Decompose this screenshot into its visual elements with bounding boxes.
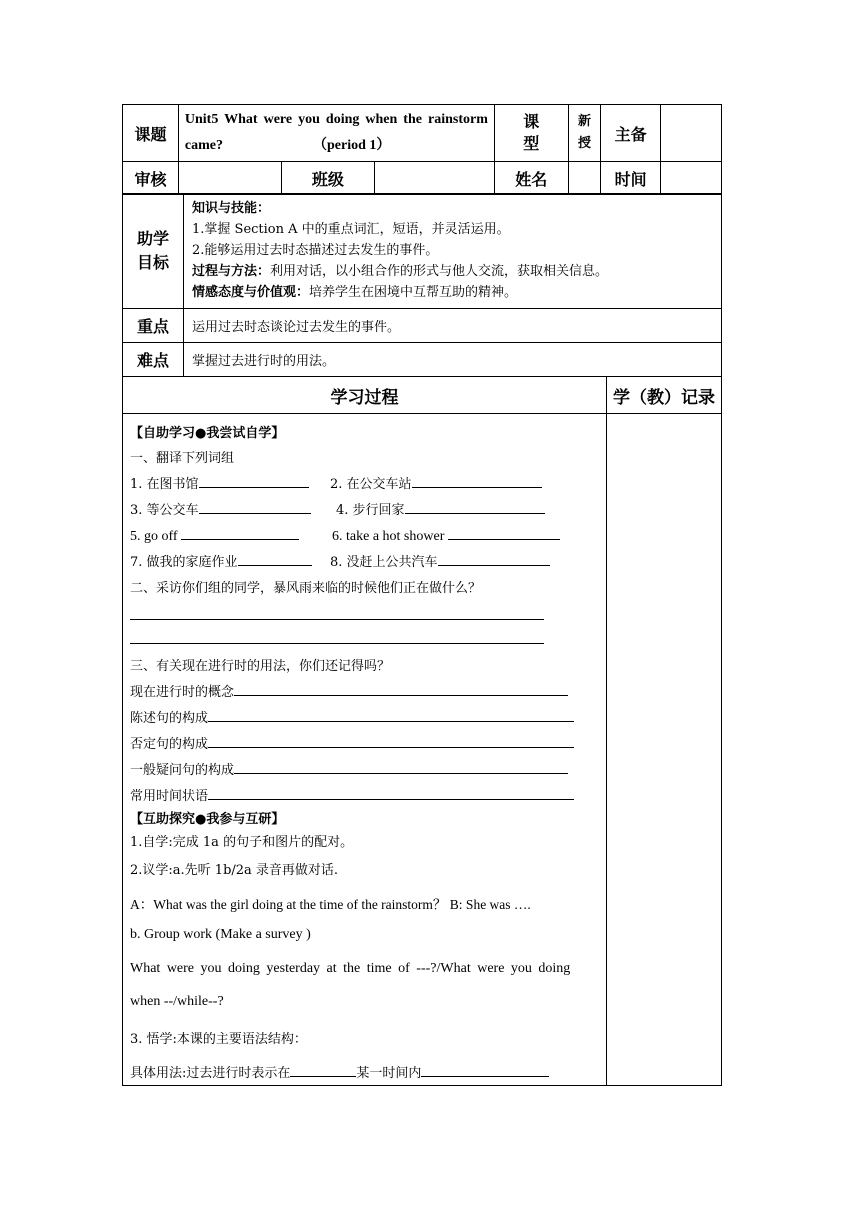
topic-period: （period 1） [312,138,391,153]
class-value [375,162,495,195]
name-value [568,162,601,195]
phrase-4: 4. 步行回家 [336,499,545,518]
interview-line-2 [130,629,544,648]
lesson-type-value: 新授 [568,105,601,162]
goals-label: 助学目标 [123,194,184,309]
explore-heading: 【互助探究●我参与互研】 [130,812,285,827]
record-heading: 学（教）记录 [607,377,722,414]
preparer-value [660,105,721,162]
interview-heading: 二、采访你们组的同学，暴风雨来临的时候他们正在做什么？ [130,581,482,596]
dialog-line: A：What was the girl doing at the time of the rainstorm？ B: She was …. [130,897,531,912]
phrase-3: 3. 等公交车 [130,499,311,518]
phrase-5: 5. go off [130,525,299,545]
interview-line-1 [130,605,544,624]
topic-title-cell [178,105,494,162]
review-item-2: 陈述句的构成 [130,707,574,726]
reviewer-value [178,162,281,195]
survey-line-2: when --/while--? [130,994,224,1009]
header-table [122,104,722,195]
difficulty-text: 掌握过去进行时的用法。 [184,343,722,377]
review-item-4: 一般疑问句的构成 [130,759,568,778]
process-heading: 学习过程 [123,377,607,414]
self-study-heading: 【自助学习●我尝试自学】 [130,426,285,441]
topic-label: 课题 [123,105,179,162]
emotion-goal: 情感态度与价值观：培养学生在困境中互帮互助的精神。 [192,285,518,300]
name-label: 姓名 [494,162,568,195]
usage-line: 具体用法:过去进行时表示在 某一时间内 [130,1062,549,1081]
translate-heading: 一、翻译下列词组 [130,451,235,466]
phrase-1: 1. 在图书馆 [130,473,309,492]
phrase-2: 2. 在公交车站 [330,473,542,492]
time-value [660,162,721,195]
knowledge-item-1: 1.掌握 Section A 中的重点词汇，短语，并灵活运用。 [192,222,510,237]
topic-title: Unit5 What were you doing when the rainstorm came? [184,112,488,153]
review-item-3: 否定句的构成 [130,733,574,752]
time-label: 时间 [601,162,660,195]
reviewer-label: 审核 [123,162,179,195]
preparer-label: 主备 [601,105,660,162]
difficulty-label: 难点 [123,343,184,377]
step-3: 3. 悟学:本课的主要语法结构： [130,1032,307,1047]
phrase-7: 7. 做我的家庭作业 [130,551,312,570]
step-2: 2.议学:a.先听 1b/2a 录音再做对话. [130,863,339,878]
knowledge-item-2: 2.能够运用过去时态描述过去发生的事件。 [192,243,439,258]
record-body [607,414,722,1086]
review-heading: 三、有关现在进行时的用法，你们还记得吗？ [130,659,391,674]
survey-line-1: What were you doing yesterday at the time of ---?/What were you doing [130,961,571,976]
group-work: b. Group work (Make a survey ) [130,927,311,942]
class-label: 班级 [281,162,375,195]
goals-content [184,194,722,309]
knowledge-heading: 知识与技能： [192,201,271,216]
phrase-6: 6. take a hot shower [332,525,560,545]
goals-table [122,193,722,377]
step-1: 1.自学:完成 1a 的句子和图片的配对。 [130,835,354,850]
review-item-1: 现在进行时的概念 [130,681,568,700]
key-point-label: 重点 [123,309,184,343]
phrase-8: 8. 没赶上公共汽车 [330,551,550,570]
key-point-text: 运用过去时态谈论过去发生的事件。 [184,309,722,343]
process-goal: 过程与方法：利用对话，以小组合作的形式与他人交流，获取相关信息。 [192,264,609,279]
lesson-type-label: 课型 [494,105,568,162]
review-item-5: 常用时间状语 [130,785,574,804]
